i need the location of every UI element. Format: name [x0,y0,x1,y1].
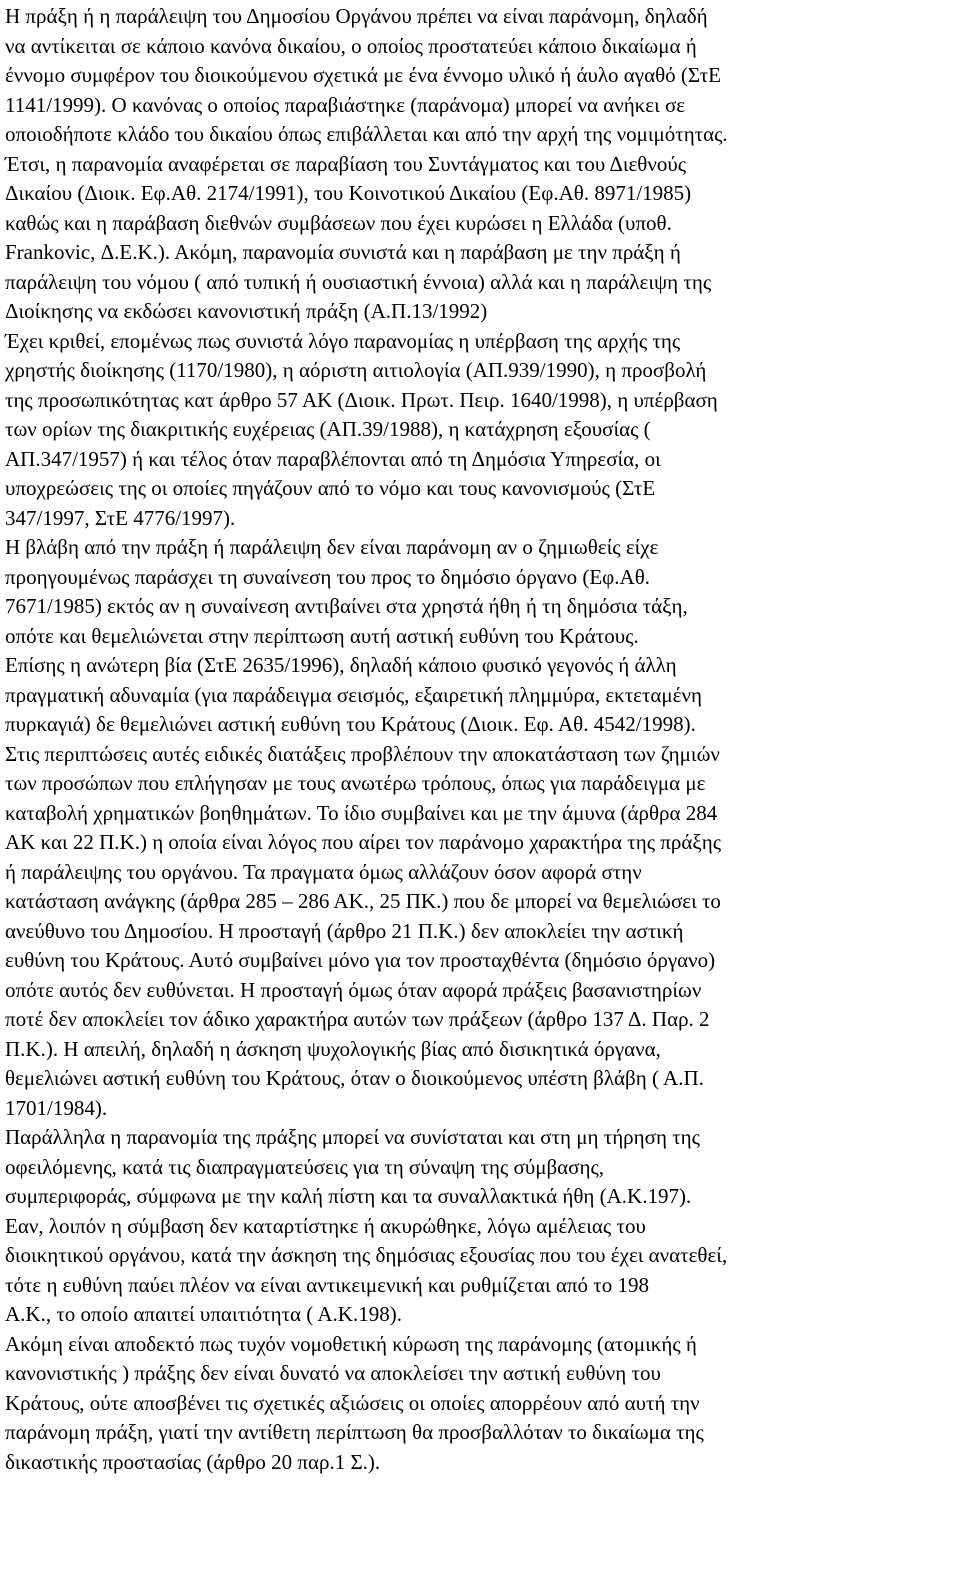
text-line: δικαστικής προστασίας (άρθρο 20 παρ.1 Σ.). [5,1449,381,1474]
text-line: ανεύθυνο του Δημοσίου. Η προσταγή (άρθρο 21 Π.Κ.) δεν αποκλείει την αστική [5,918,684,943]
text-line: θεμελιώνει αστική ευθύνη του Κράτους, όταν ο διοικούμενος υπέστη βλάβη ( Α.Π. [5,1066,704,1090]
text-line: Frankovic, Δ.Ε.Κ.). Ακόμη, παρανομία συνιστά και η παράβαση με την πράξη ή [5,240,681,264]
text-line: Στις περιπτώσεις αυτές ειδικές διατάξεις προβλέπουν την αποκατάσταση των ζημιών [5,741,720,766]
document-body [5,2,955,1477]
text-line: 347/1997, ΣτΕ 4776/1997). [5,505,236,530]
text-line: 7671/1985) εκτός αν η συναίνεση αντιβαίνει στα χρηστά ήθη ή τη δημόσια τάξη, [5,594,688,618]
text-line: Έχει κριθεί, επομένως πως συνιστά λόγο παρανομίας η υπέρβαση της αρχής της [5,328,681,353]
text-line: Επίσης η ανώτερη βία (ΣτΕ 2635/1996), δηλαδή κάποιο φυσικό γεγονός ή άλλη [5,653,677,677]
text-line: Δικαίου (Διοικ. Εφ.Αθ. 2174/1991), του Κοινοτικού Δικαίου (Εφ.Αθ. 8971/1985) [5,181,692,205]
text-line: υποχρεώσεις της οι οποίες πηγάζουν από το νόμο και τους κανονισμούς (ΣτΕ [5,476,656,500]
text-line: οπότε αυτός δεν ευθύνεται. Η προσταγή όμως όταν αφορά πράξεις βασανιστηρίων [5,977,702,1002]
text-line: κανονιστικής ) πράξης δεν είναι δυνατό να αποκλείσει την αστική ευθύνη του [5,1361,661,1385]
text-line: Κράτους, ούτε αποσβένει τις σχετικές αξιώσεις οι οποίες απορρέουν από αυτή την [5,1390,700,1415]
text-line: καθώς και η παράβαση διεθνών συμβάσεων που έχει κυρώσει η Ελλάδα (υποθ. [5,210,672,235]
text-line: πυρκαγιά) δε θεμελιώνει αστική ευθύνη του Κράτους (Διοικ. Εφ. Αθ. 4542/1998). [5,712,696,736]
text-line: Η πράξη ή η παράλειψη του Δημοσίου Οργάνου πρέπει να είναι παράνομη, δηλαδή [5,4,708,28]
text-line: των προσώπων που επλήγησαν με τους ανωτέρω τρόπους, όπως για παράδειγμα με [5,771,706,795]
text-line: Έτσι, η παρανομία αναφέρεται σε παραβίαση του Συντάγματος και του Διεθνούς [5,151,687,176]
text-line: συμπεριφοράς, σύμφωνα με την καλή πίστη και τα συναλλακτικά ήθη (Α.Κ.197). [5,1184,692,1208]
text-line: πραγματική αδυναμία (για παράδειγμα σεισμός, εξαιρετική πλημμύρα, εκτεταμένη [5,682,702,707]
text-line: έννομο συμφέρον του διοικούμενου σχετικά με ένα έννομο υλικό ή άυλο αγαθό (ΣτΕ [5,63,721,87]
text-line: τότε η ευθύνη παύει πλέον να είναι αντικειμενική και ρυθμίζεται από το 198 [5,1272,649,1297]
text-line: κατάσταση ανάγκης (άρθρα 285 – 286 ΑΚ., 25 ΠΚ.) που δε μπορεί να θεμελιώσει το [5,889,721,913]
text-line: της προσωπικότητας κατ άρθρο 57 ΑΚ (Διοικ. Πρωτ. Πειρ. 1640/1998), η υπέρβαση [5,387,718,412]
text-line: ευθύνη του Κράτους. Αυτό συμβαίνει μόνο για τον προσταχθέντα (δημόσιο όργανο) [5,948,716,972]
text-line: ΑΠ.347/1957) ή και τέλος όταν παραβλέπονται από τη Δημόσια Υπηρεσία, οι [5,446,661,471]
text-line: χρηστής διοίκησης (1170/1980), η αόριστη αιτιολογία (ΑΠ.939/1990), η προσβολή [5,358,707,382]
text-line: των ορίων της διακριτικής ευχέρειας (ΑΠ.39/1988), η κατάχρηση εξουσίας ( [5,417,651,441]
text-line: Διοίκησης να εκδώσει κανονιστική πράξη (Α.Π.13/1992) [5,299,488,323]
text-line: καταβολή χρηματικών βοηθημάτων. Το ίδιο συμβαίνει και με την άμυνα (άρθρα 284 [5,800,718,825]
text-line: παράλειψη του νόμου ( από τυπική ή ουσιαστική έννοια) αλλά και η παράλειψη της [5,269,712,294]
text-line: ή παράλειψης του οργάνου. Τα πραγματα όμως αλλάζουν όσον αφορά στην [5,859,642,884]
text-line: Παράλληλα η παρανομία της πράξης μπορεί να συνίσταται και στη μη τήρηση της [5,1125,700,1149]
text-line: οφειλόμενης, κατά τις διαπραγματεύσεις για τη σύναψη της σύμβασης, [5,1154,605,1179]
text-line: Α.Κ., το οποίο απαιτεί υπαιτιότητα ( Α.Κ.198). [5,1302,402,1326]
text-line: να αντίκειται σε κάποιο κανόνα δικαίου, ο οποίος προστατεύει κάποιο δικαίωμα ή [5,33,697,58]
text-line: ΑΚ και 22 Π.Κ.) η οποία είναι λόγος που αίρει τον παράνομο χαρακτήρα της πράξης [5,830,722,854]
text-line: διοικητικού οργάνου, κατά την άσκηση της δημόσιας εξουσίας που του έχει ανατεθεί, [5,1243,728,1267]
text-line: Εαν, λοιπόν η σύμβαση δεν καταρτίστηκε ή ακυρώθηκε, λόγω αμέλειας του [5,1213,646,1238]
text-line: Π.Κ.). Η απειλή, δηλαδή η άσκηση ψυχολογικής βίας από δισικητικά όργανα, [5,1036,661,1061]
text-line: οπότε και θεμελιώνεται στην περίπτωση αυτή αστική ευθύνη του Κράτους. [5,623,639,648]
text-line: οποιοδήποτε κλάδο του δικαίου όπως επιβάλλεται και από την αρχή της νομιμότητας. [5,122,728,146]
text-line: προηγουμένως παράσχει τη συναίνεση του προς το δημόσιο όργανο (Εφ.Αθ. [5,564,651,589]
text-line: Η βλάβη από την πράξη ή παράλειψη δεν είναι παράνομη αν ο ζημιωθείς είχε [5,535,659,559]
text-line: ποτέ δεν αποκλείει τον άδικο χαρακτήρα αυτών των πράξεων (άρθρο 137 Δ. Παρ. 2 [5,1007,710,1031]
text-line: 1701/1984). [5,1095,108,1120]
text-line: παράνομη πράξη, γιατί την αντίθετη περίπτωση θα προσβαλλόταν το δικαίωμα της [5,1420,704,1444]
text-line: Ακόμη είναι αποδεκτό πως τυχόν νομοθετική κύρωση της παράνομης (ατομικής ή [5,1331,697,1356]
text-line: 1141/1999). Ο κανόνας ο οποίος παραβιάστηκε (παράνομα) μπορεί να ανήκει σε [5,92,686,117]
